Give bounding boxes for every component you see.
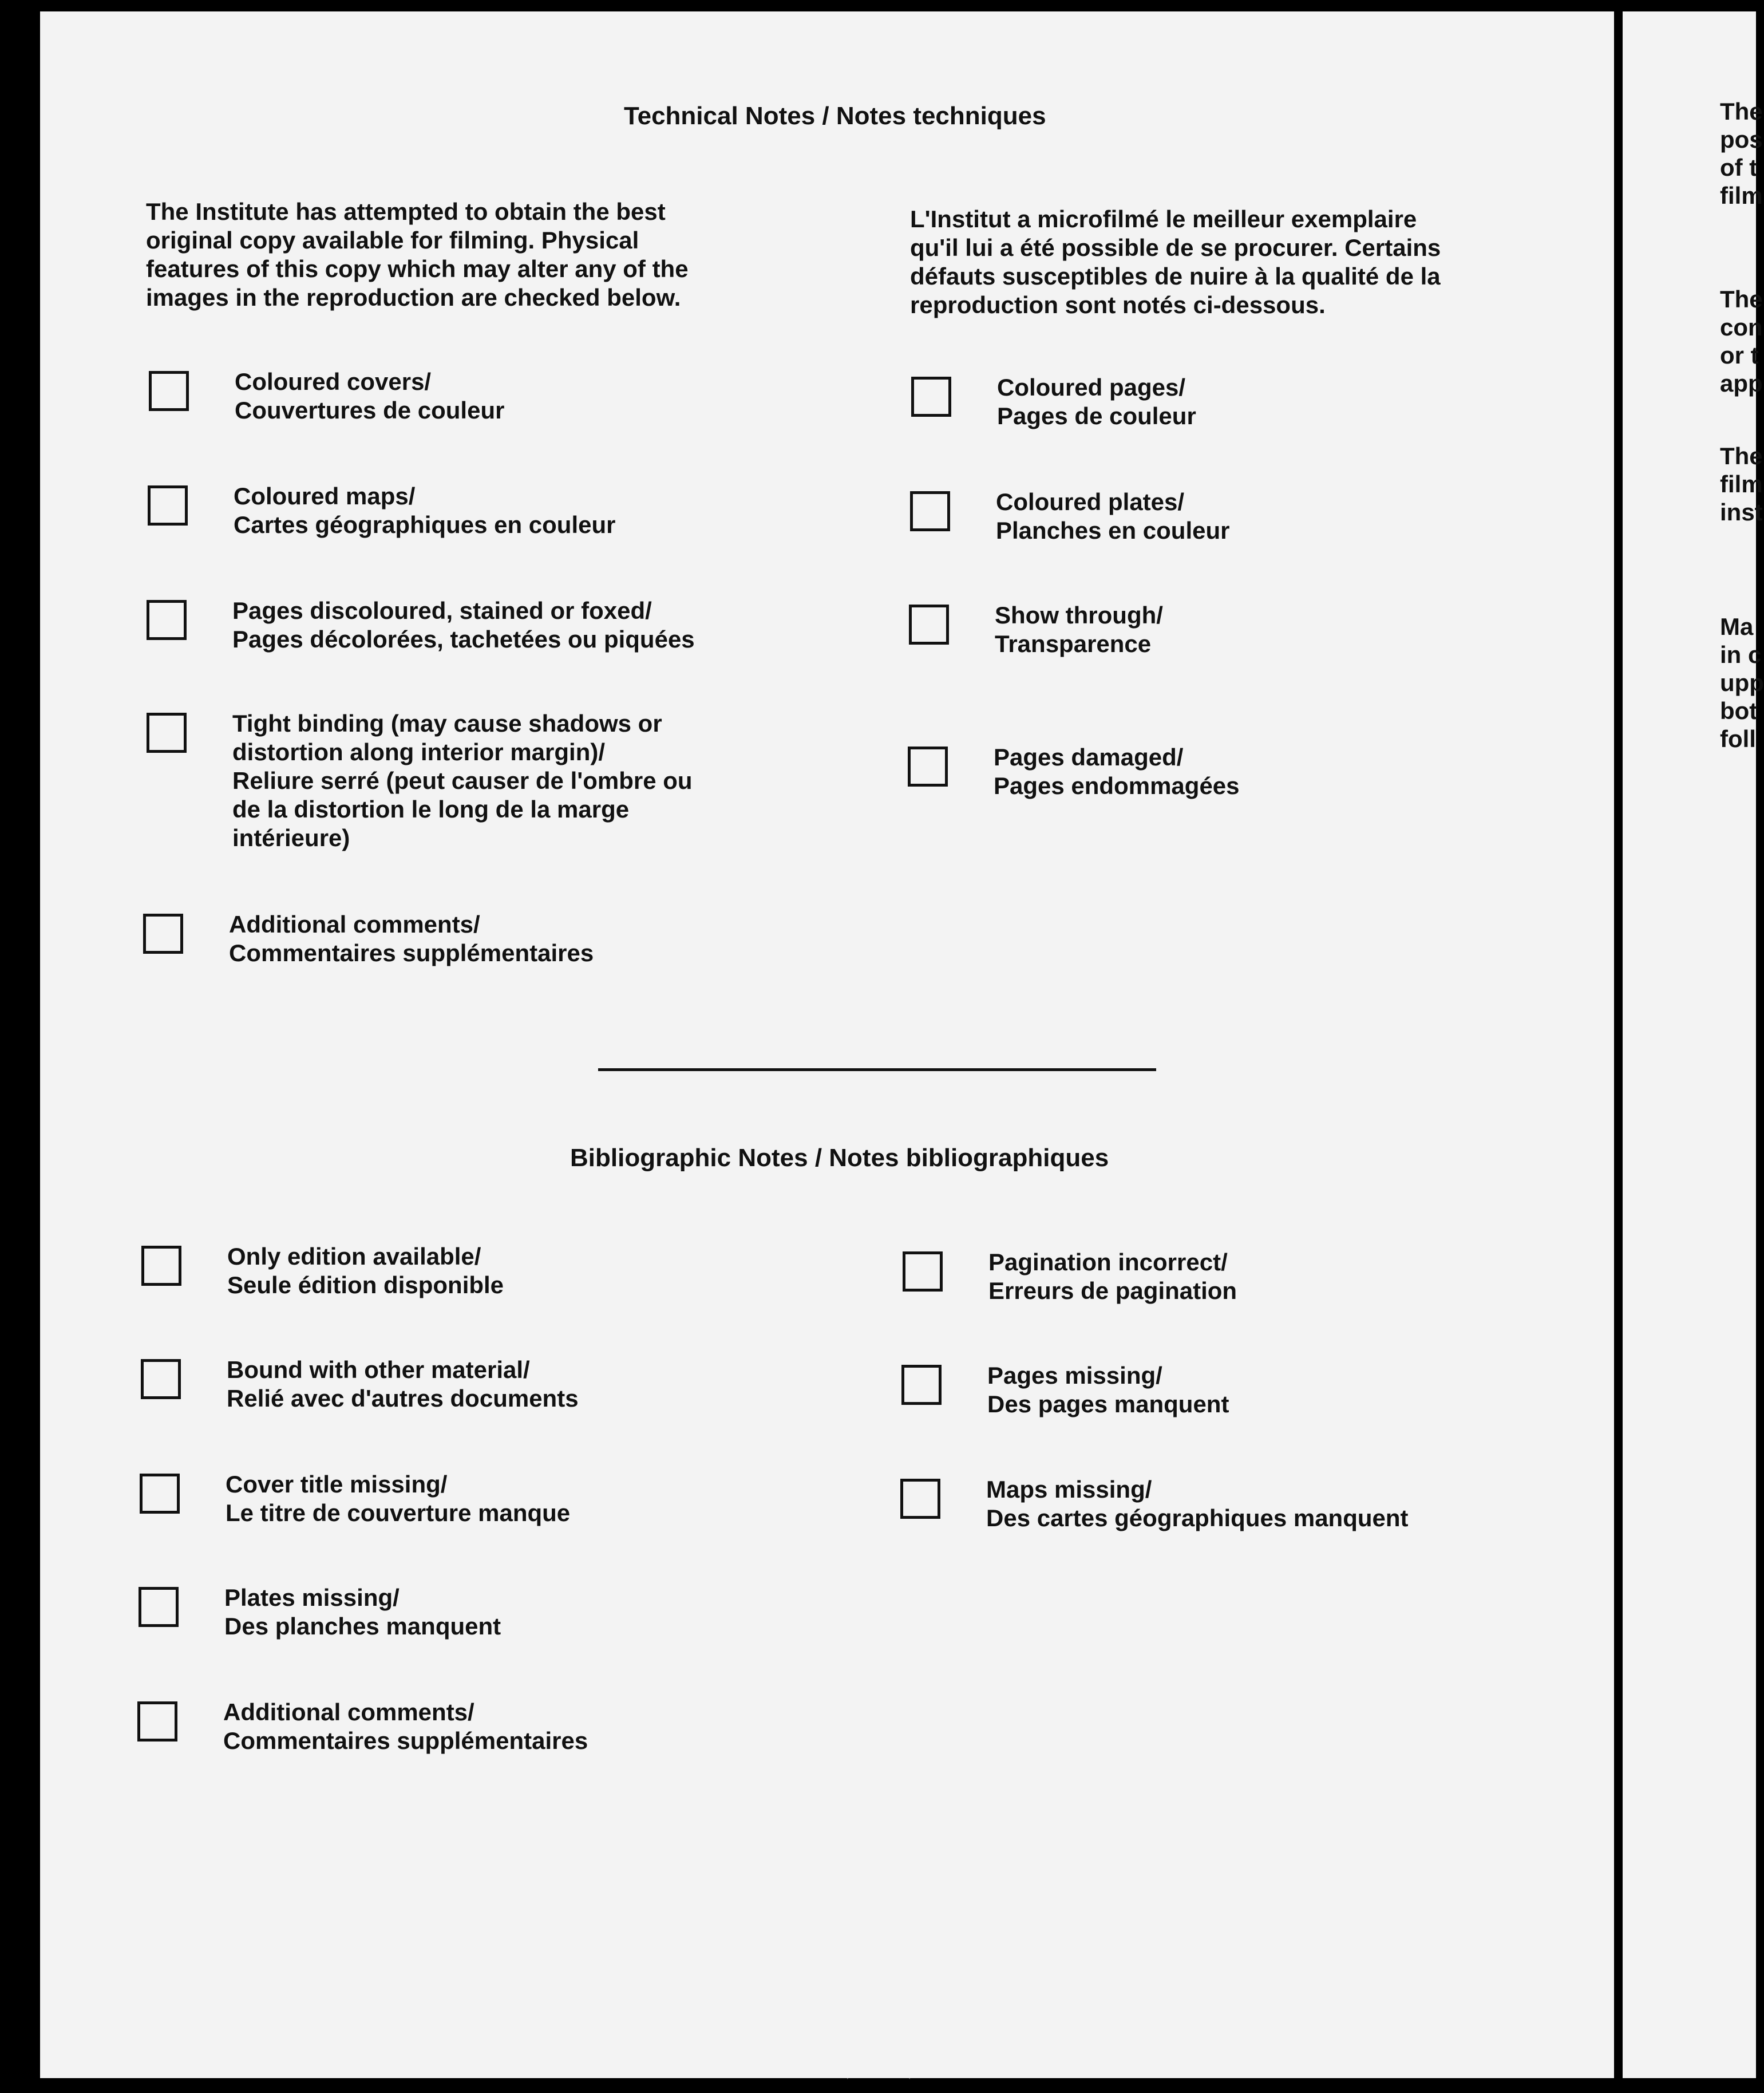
check-item-label: Cover title missing/ Le titre de couverture manque: [226, 1471, 571, 1526]
checkbox[interactable]: [903, 1251, 943, 1292]
check-item-pages-missing: [901, 1362, 1229, 1419]
check-item-label: Additional comments/ Commentaires supplémentaires: [223, 1699, 588, 1754]
check-item-label: Tight binding (may cause shadows or distortion along interior margin)/ Reliure serré (peut causer de l'ombre ou de la distortion le long de la marge intérieure): [232, 710, 693, 851]
check-item-label: Coloured covers/ Couvertures de couleur: [235, 368, 505, 424]
checkbox[interactable]: [900, 1479, 940, 1519]
scan-mark: [847, 2071, 910, 2088]
checkbox[interactable]: [143, 914, 183, 954]
check-item-coloured-covers: [149, 368, 505, 425]
next-page-fragment: The con or t app: [1720, 286, 1763, 397]
check-item-additional-comments: [143, 911, 594, 967]
checkbox[interactable]: [149, 371, 189, 411]
check-item-coloured-maps: [148, 485, 616, 539]
checkbox[interactable]: [147, 713, 187, 753]
check-item-label: Additional comments/ Commentaires supplémentaires: [229, 911, 594, 966]
checkbox[interactable]: [909, 605, 949, 645]
checkbox[interactable]: [137, 1701, 177, 1741]
check-item-label: Show through/ Transparence: [995, 602, 1163, 657]
check-item-only-edition: [141, 1243, 504, 1300]
check-item-label: Pages missing/ Des pages manquent: [987, 1362, 1229, 1417]
checkbox[interactable]: [141, 1359, 181, 1399]
checkbox[interactable]: [141, 1246, 181, 1286]
check-item-label: Pages damaged/ Pages endommagées: [994, 744, 1240, 799]
check-item-pages-discoloured: [147, 597, 695, 654]
next-page-fragment: The pos of t film: [1720, 98, 1763, 209]
check-item-additional-comments-bib: [137, 1701, 588, 1755]
technical-intro-en: The Institute has attempted to obtain the best original copy available for filming. Physical features of this copy which may alter any of the images in the reproduction are checked below.: [146, 198, 689, 311]
check-item-plates-missing: [139, 1584, 501, 1641]
check-item-label: Plates missing/ Des planches manquent: [224, 1584, 501, 1640]
check-item-maps-missing: [900, 1476, 1409, 1533]
checkbox[interactable]: [908, 747, 948, 787]
check-item-label: Pages discoloured, stained or foxed/ Pages décolorées, tachetées ou piquées: [232, 597, 695, 653]
check-item-coloured-plates: [910, 488, 1230, 545]
next-page-fragment: The film inst: [1720, 443, 1763, 526]
check-item-show-through: [909, 602, 1163, 658]
check-item-label: Maps missing/ Des cartes géographiques manquent: [986, 1476, 1409, 1531]
check-item-tight-binding: [147, 710, 693, 852]
bibliographic-notes-title: Bibliographic Notes / Notes bibliographiques: [570, 1144, 1109, 1172]
checkbox[interactable]: [139, 1587, 179, 1627]
checkbox[interactable]: [910, 491, 950, 531]
check-item-coloured-pages: [911, 374, 1196, 431]
check-item-label: Coloured pages/ Pages de couleur: [997, 374, 1196, 429]
checkbox[interactable]: [140, 1474, 180, 1514]
checkbox[interactable]: [911, 377, 951, 417]
checkbox[interactable]: [147, 600, 187, 640]
next-page-edge: [1623, 11, 1764, 2078]
check-item-pages-damaged: [908, 744, 1240, 800]
check-item-label: Only edition available/ Seule édition disponible: [227, 1243, 504, 1298]
next-page-fragment: Ma in c upp bot foll: [1720, 613, 1764, 752]
check-item-label: Bound with other material/ Relié avec d'autres documents: [227, 1356, 579, 1412]
checkbox[interactable]: [148, 485, 188, 526]
notes-page: [40, 11, 1614, 2078]
check-item-pagination-incorrect: [903, 1251, 1237, 1305]
check-item-cover-title-missing: [140, 1471, 571, 1527]
check-item-label: Pagination incorrect/ Erreurs de pagination: [988, 1249, 1237, 1304]
check-item-bound-with: [141, 1356, 579, 1413]
check-item-label: Coloured maps/ Cartes géographiques en couleur: [234, 483, 616, 538]
technical-intro-fr: L'Institut a microfilmé le meilleur exemplaire qu'il lui a été possible de se procurer. Certains défauts susceptibles de nuire à la qualité de la reproduction sont notés ci-dessous.: [910, 206, 1441, 318]
technical-notes-title: Technical Notes / Notes techniques: [624, 102, 1046, 130]
checkbox[interactable]: [901, 1365, 942, 1405]
check-item-label: Coloured plates/ Planches en couleur: [996, 488, 1230, 544]
section-divider: [598, 1068, 1156, 1071]
